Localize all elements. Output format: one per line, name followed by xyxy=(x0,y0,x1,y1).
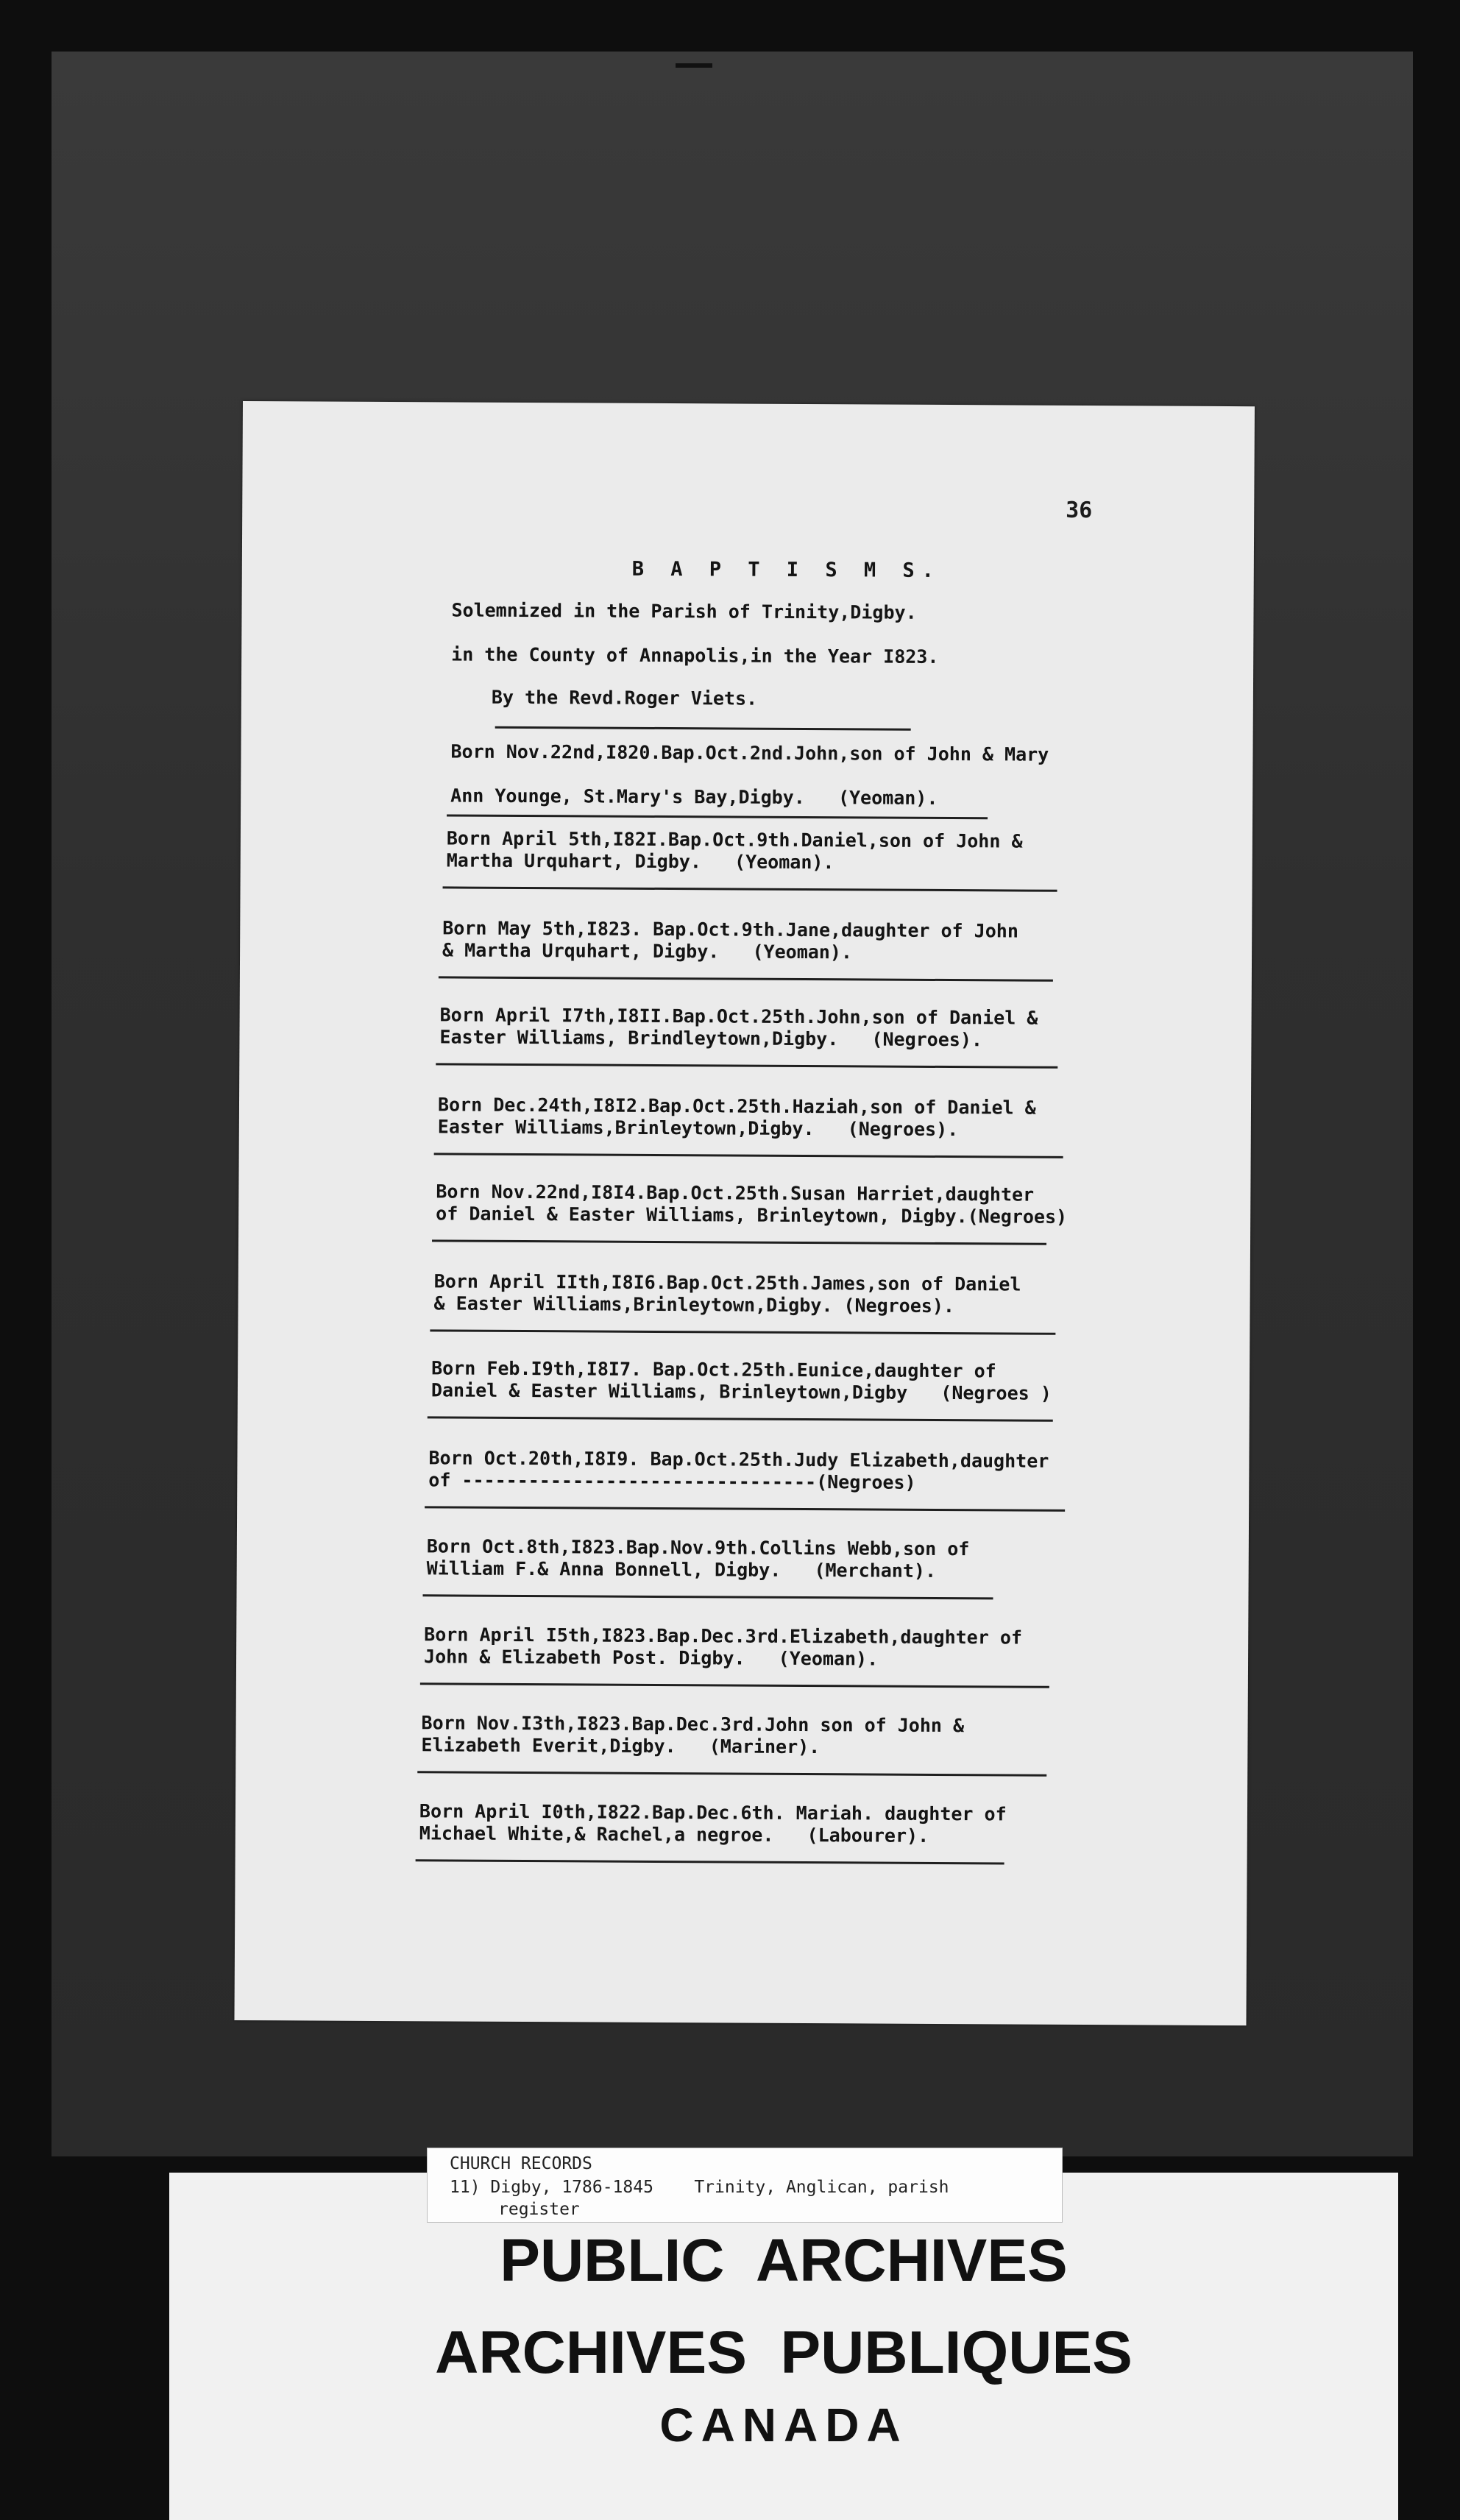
register-entry-line: Daniel & Easter Williams, Brinleytown,Digby (Negroes ) xyxy=(430,1379,1052,1404)
entry-separator-rule xyxy=(436,1063,1057,1068)
register-entry-line: John & Elizabeth Post. Digby. (Yeoman). xyxy=(423,1646,879,1670)
register-officiant: By the Revd.Roger Viets. xyxy=(491,686,758,709)
register-entry-line: Born Nov.22nd,I8I4.Bap.Oct.25th.Susan Harriet,daughter xyxy=(436,1181,1035,1206)
entry-separator-rule xyxy=(420,1682,1049,1688)
register-entry-line: Martha Urquhart, Digby. (Yeoman). xyxy=(446,849,834,874)
register-entry-line: Michael White,& Rachel,a negroe. (Labourer). xyxy=(419,1822,929,1847)
register-entry-line: Elizabeth Everit,Digby. (Mariner). xyxy=(421,1734,821,1758)
register-entry-line: Born April IIth,I8I6.Bap.Oct.25th.James,son of Daniel xyxy=(433,1270,1021,1295)
register-page xyxy=(234,401,1255,2025)
entry-separator-rule xyxy=(430,1329,1055,1334)
entry-separator-rule xyxy=(439,976,1053,981)
page-number: 36 xyxy=(1066,497,1093,524)
register-entry-line: William F.& Anna Bonnell, Digby. (Merchant). xyxy=(426,1557,937,1582)
register-entry-line: of --------------------------------(Negroes) xyxy=(428,1469,916,1493)
tag-collection: CHURCH RECORDS xyxy=(450,2154,592,2173)
register-entry-line: Born Oct.20th,I8I9. Bap.Oct.25th.Judy Elizabeth,daughter xyxy=(428,1447,1049,1472)
register-entry-line: & Martha Urquhart, Digby. (Yeoman). xyxy=(442,939,853,963)
register-entry-line: Born April 5th,I82I.Bap.Oct.9th.Daniel,son of John & xyxy=(446,827,1023,852)
register-entry-line: Born Feb.I9th,I8I7. Bap.Oct.25th.Eunice,daughter of xyxy=(431,1357,996,1382)
entry-separator-rule xyxy=(447,814,988,819)
register-subtitle-2: in the County of Annapolis,in the Year I823. xyxy=(451,643,939,668)
tag-reference-cont: register xyxy=(498,2200,580,2219)
film-registration-mark xyxy=(676,63,712,68)
register-entry-line: Ann Younge, St.Mary's Bay,Digby. (Yeoman). xyxy=(450,785,938,809)
archive-banner-country: CANADA xyxy=(659,2399,908,2452)
register-entry-line: Born Nov.22nd,I820.Bap.Oct.2nd.John,son of John & Mary xyxy=(450,740,1049,765)
register-entry-line: Born May 5th,I823. Bap.Oct.9th.Jane,daughter of John xyxy=(442,917,1018,942)
register-entry-line: Born April I7th,I8II.Bap.Oct.25th.John,son of Daniel & xyxy=(439,1004,1038,1029)
register-entry-line: of Daniel & Easter Williams, Brinleytown, Digby.(Negroes) xyxy=(436,1203,1068,1228)
entry-separator-rule xyxy=(416,1859,1004,1864)
archive-banner-french: ARCHIVES PUBLIQUES xyxy=(435,2319,1133,2386)
entry-separator-rule xyxy=(425,1506,1065,1512)
register-entry-line: Born Oct.8th,I823.Bap.Nov.9th.Collins Webb,son of xyxy=(426,1535,970,1560)
entry-separator-rule xyxy=(434,1153,1063,1158)
entry-separator-rule xyxy=(428,1416,1053,1421)
register-entry-line: Easter Williams,Brinleytown,Digby. (Negroes). xyxy=(437,1116,959,1141)
register-subtitle-1: Solemnized in the Parish of Trinity,Digby. xyxy=(451,599,917,623)
entry-separator-rule xyxy=(432,1239,1046,1245)
register-entry-line: Easter Williams, Brindleytown,Digby. (Negroes). xyxy=(439,1026,983,1051)
entry-separator-rule xyxy=(417,1771,1046,1776)
register-entry-line: Born April I5th,I823.Bap.Dec.3rd.Elizabeth,daughter of xyxy=(424,1624,1023,1649)
register-entry-line: & Easter Williams,Brinleytown,Digby. (Negroes). xyxy=(433,1292,955,1317)
header-rule xyxy=(495,726,911,731)
archive-reference-tag xyxy=(427,2148,1063,2223)
entry-separator-rule xyxy=(443,886,1057,891)
entry-separator-rule xyxy=(422,1594,993,1599)
tag-reference: 11) Digby, 1786-1845 Trinity, Anglican, parish xyxy=(450,2178,949,2197)
register-title: B A P T I S M S. xyxy=(631,557,941,582)
archive-banner-english: PUBLIC ARCHIVES xyxy=(500,2227,1068,2294)
register-entry-line: Born Dec.24th,I8I2.Bap.Oct.25th.Haziah,son of Daniel & xyxy=(437,1094,1036,1119)
register-entry-line: Born Nov.I3th,I823.Bap.Dec.3rd.John son of John & xyxy=(421,1712,965,1737)
register-entry-line: Born April I0th,I822.Bap.Dec.6th. Mariah. daughter of xyxy=(419,1800,1007,1825)
